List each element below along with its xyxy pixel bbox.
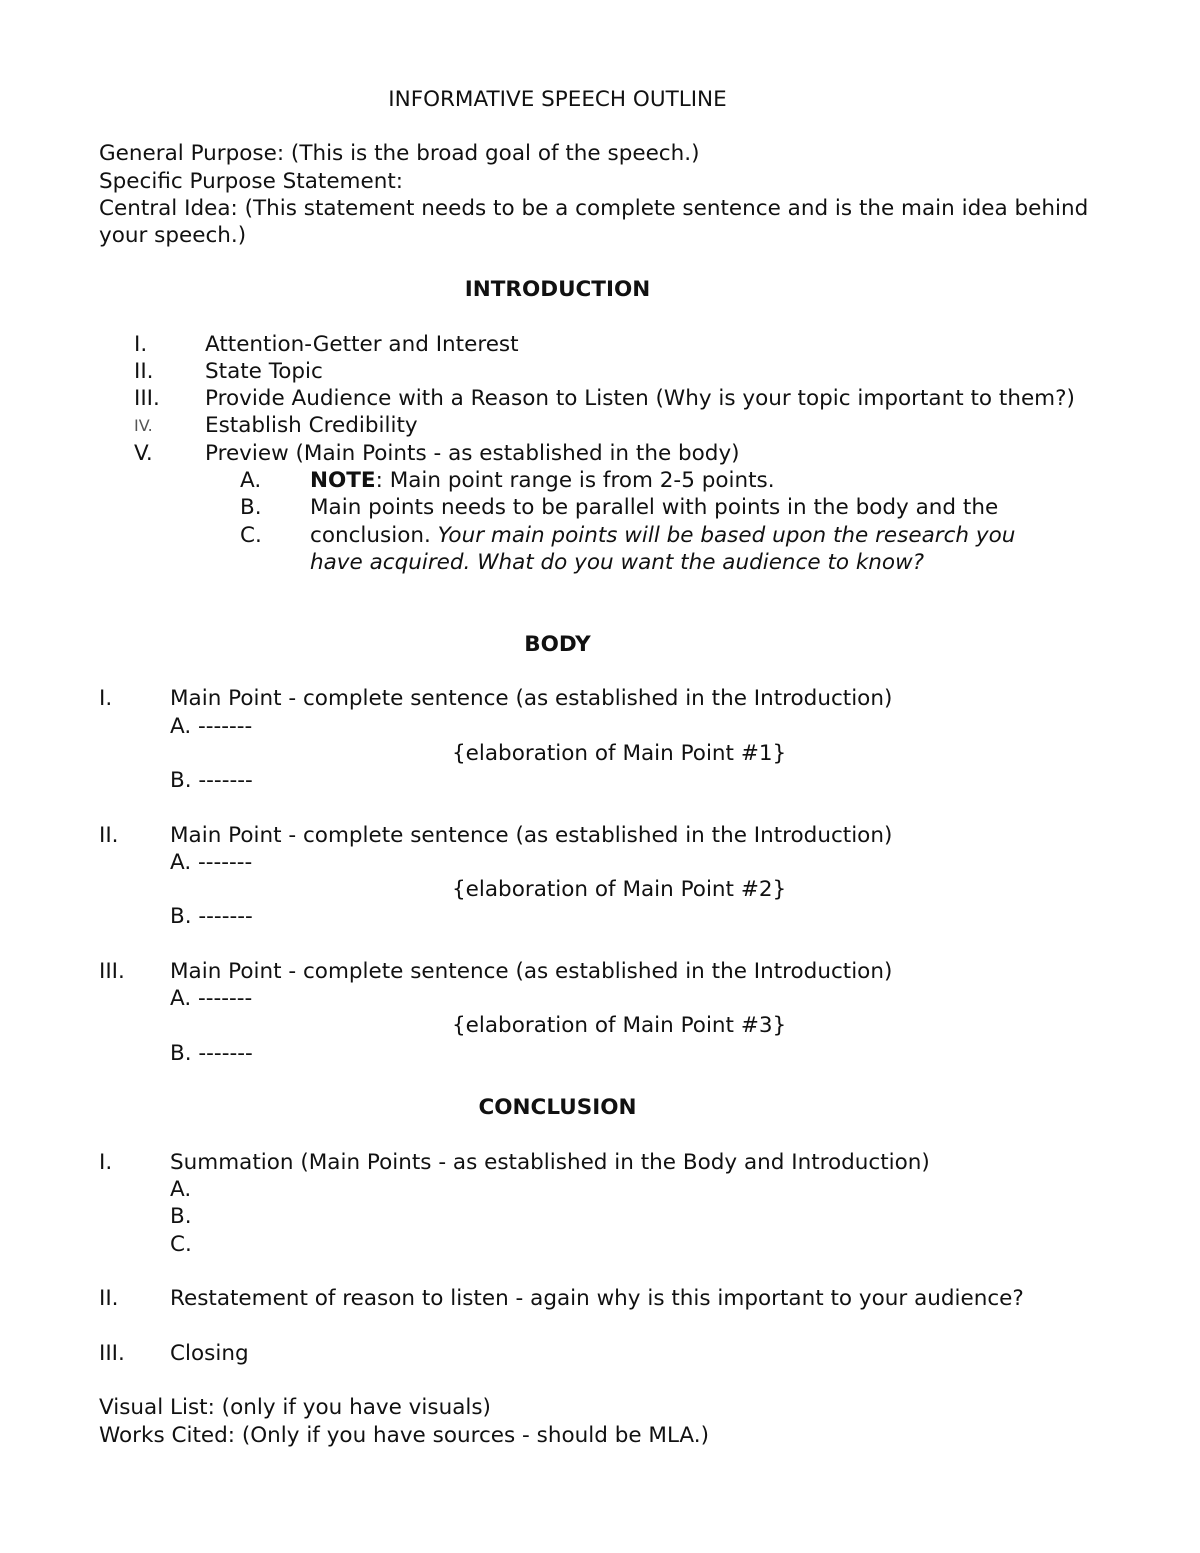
body-numeral-1: I. (99, 686, 113, 711)
preview-sub-c-italic-cont: have acquired. What do you want the audience to know? (310, 550, 925, 575)
visual-list: Visual List: (only if you have visuals) (99, 1395, 491, 1420)
intro-item-1: Attention-Getter and Interest (205, 332, 519, 357)
conclusion-heading: CONCLUSION (478, 1095, 637, 1120)
body-point-1-b: B. ------- (170, 768, 253, 793)
conclusion-numeral-1: I. (99, 1150, 113, 1175)
preview-sub-c-letter: C. (240, 523, 262, 548)
introduction-heading: INTRODUCTION (464, 277, 651, 302)
conclusion-item-3: Closing (170, 1341, 249, 1366)
conclusion-letter-b: B. (170, 1204, 192, 1229)
body-point-3-b: B. ------- (170, 1041, 253, 1066)
conclusion-numeral-2: II. (99, 1286, 119, 1311)
body-point-3-elaboration: {elaboration of Main Point #3} (452, 1013, 787, 1038)
intro-item-2: State Topic (205, 359, 323, 384)
intro-numeral-4: IV. (134, 416, 153, 435)
conclusion-item-1: Summation (Main Points - as established in the Body and Introduction) (170, 1150, 930, 1175)
conclusion-letter-c: C. (170, 1232, 192, 1257)
body-point-2-a: A. ------- (170, 850, 253, 875)
body-main-point-2: Main Point - complete sentence (as established in the Introduction) (170, 823, 893, 848)
note-label: NOTE (310, 468, 376, 493)
note-text: : Main point range is from 2-5 points. (375, 468, 775, 493)
body-point-2-elaboration: {elaboration of Main Point #2} (452, 877, 787, 902)
preview-sub-b-letter: B. (240, 495, 262, 520)
body-numeral-2: II. (99, 823, 119, 848)
intro-numeral-5: V. (134, 441, 153, 466)
conclusion-item-2: Restatement of reason to listen - again why is this important to your audience? (170, 1286, 1024, 1311)
preview-sub-a-letter: A. (240, 468, 262, 493)
body-point-1-elaboration: {elaboration of Main Point #1} (452, 741, 787, 766)
preview-sub-b: Main points needs to be parallel with points in the body and the (310, 495, 999, 520)
intro-numeral-1: I. (134, 332, 148, 357)
preview-sub-c (310, 522, 1015, 549)
body-point-3-a: A. ------- (170, 986, 253, 1011)
intro-numeral-3: III. (134, 386, 160, 411)
preview-sub-c-italic: Your main points will be based upon the research you (437, 523, 1016, 548)
works-cited: Works Cited: (Only if you have sources - should be MLA.) (99, 1423, 709, 1448)
preview-sub-a (310, 467, 775, 494)
body-heading: BODY (524, 632, 591, 657)
body-main-point-1: Main Point - complete sentence (as established in the Introduction) (170, 686, 893, 711)
body-main-point-3: Main Point - complete sentence (as established in the Introduction) (170, 959, 893, 984)
intro-item-3: Provide Audience with a Reason to Listen (Why is your topic important to them?) (205, 386, 1075, 411)
body-point-2-b: B. ------- (170, 904, 253, 929)
preview-sub-c-text: conclusion. (310, 523, 431, 548)
page-title: INFORMATIVE SPEECH OUTLINE (388, 87, 727, 112)
intro-item-4: Establish Credibility (205, 413, 418, 438)
intro-numeral-2: II. (134, 359, 154, 384)
conclusion-letter-a: A. (170, 1177, 192, 1202)
specific-purpose: Specific Purpose Statement: (99, 169, 404, 194)
general-purpose: General Purpose: (This is the broad goal of the speech.) (99, 141, 700, 166)
body-numeral-3: III. (99, 959, 125, 984)
central-idea: Central Idea: (This statement needs to be a complete sentence and is the main idea behind (99, 196, 1089, 221)
central-idea-cont: your speech.) (99, 223, 247, 248)
body-point-1-a: A. ------- (170, 714, 253, 739)
intro-item-5: Preview (Main Points - as established in the body) (205, 441, 740, 466)
conclusion-numeral-3: III. (99, 1341, 125, 1366)
